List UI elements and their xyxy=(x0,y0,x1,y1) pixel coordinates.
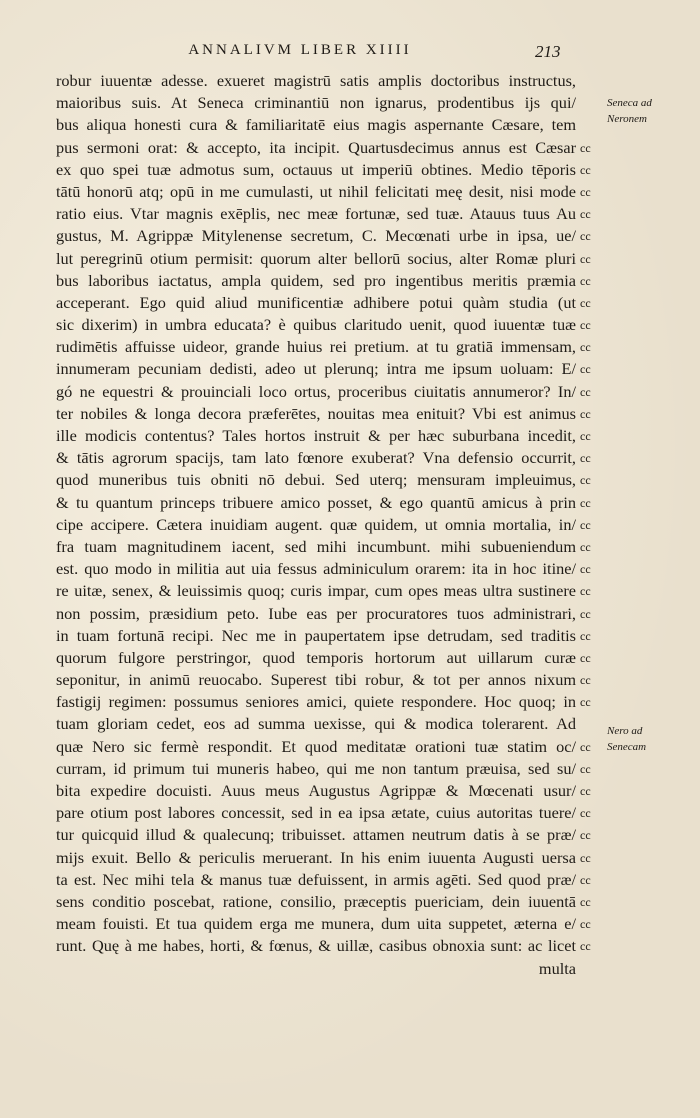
margin-note-line: Nero ad xyxy=(607,725,643,737)
text-line: innumeram pecuniam dedisti, adeo ut plerunq; intra me ipsum uoluam: E/ xyxy=(56,359,576,379)
body-text xyxy=(56,70,576,980)
text-line: multa xyxy=(538,958,576,978)
text-line: ter nobiles & longa decora præferētes, nouitas mea enituit? Vbi est animus xyxy=(56,403,576,423)
quote-mark xyxy=(580,70,604,92)
quote-mark: cc xyxy=(580,406,591,421)
text-line: ta est. Nec mihi tela & manus tuæ defuissent, in armis agēti. Sed quod præ/ xyxy=(56,869,576,889)
quote-mark: cc xyxy=(580,606,591,621)
text-line: acceperant. Ego quid aliud munificentiæ adhibere potui quàm studia (ut xyxy=(56,292,576,312)
quote-mark: cc xyxy=(580,584,591,599)
quote-mark: cc xyxy=(580,251,591,266)
quote-mark: cc xyxy=(580,628,591,643)
quote-mark: cc xyxy=(580,517,591,532)
quote-mark: cc xyxy=(580,673,591,688)
quote-mark: cc xyxy=(580,295,591,310)
quote-mark: cc xyxy=(580,184,591,199)
text-line: & tu quantum princeps tribuere amico posset, & ego quantū amicus à prin xyxy=(56,492,576,512)
quote-mark: cc xyxy=(580,939,591,954)
quote-mark: cc xyxy=(580,828,591,843)
quote-mark: cc xyxy=(580,140,591,155)
text-line: in tuam fortunā recipi. Nec me in paupertatem ipse detrudam, sed traditis xyxy=(56,625,576,645)
quote-mark xyxy=(580,92,604,114)
quote-mark: cc xyxy=(580,473,591,488)
text-line: ille modicis contentus? Tales hortos instruit & per hæc suburbana incedit, xyxy=(56,426,576,445)
quote-mark: cc xyxy=(580,451,591,466)
text-line: re uitæ, senex, & leuissimis quoq; curis impar, cum opes meas ultra sustinere xyxy=(56,581,576,601)
margin-note-seneca xyxy=(607,95,652,127)
text-line: robur iuuentæ adesse. exueret magistrū satis amplis doctoribus instructus, xyxy=(56,71,576,90)
quote-mark: cc xyxy=(580,806,591,821)
quote-mark xyxy=(580,114,604,136)
quotation-marks-column xyxy=(580,70,604,958)
text-line: gustus, M. Agrippæ Mitylenense secretum, C. Mecœnati urbe in ipsa, ue/ xyxy=(56,226,576,246)
text-line: curram, id primum tui muneris habeo, qui me non tantum præuisa, sed su/ xyxy=(56,758,576,778)
text-line: sens conditio poscebat, ratione, consilio, præceptis puericiam, dein iuuentā xyxy=(56,891,576,911)
quote-mark: cc xyxy=(580,162,591,177)
text-line: bita expedire docuisti. Auus meus Augustus Agrippæ & Mœcenati usur/ xyxy=(56,781,576,800)
quote-mark: cc xyxy=(580,562,591,577)
quote-mark: cc xyxy=(580,850,591,865)
quote-mark: cc xyxy=(580,340,591,355)
text-line: fastigij regimen: possumus seniores amici, quiete respondere. Hoc quoq; in xyxy=(56,692,576,712)
quote-mark: cc xyxy=(580,695,591,710)
margin-note-line: Neronem xyxy=(607,113,647,125)
text-line: seponitur, in animū reuocabo. Superest tibi robur, & tot per annos nixum xyxy=(56,670,576,690)
text-line: bus aliqua honesti cura & familiaritatē eius magis aspernante Cæsare, tem xyxy=(56,115,576,135)
text-line: ex quo spei tuæ admotus sum, octauus ut imperiū obtines. Medio tēporis xyxy=(56,159,576,179)
margin-note-line: Seneca ad xyxy=(607,97,652,109)
running-head: ANNALIVM LIBER XIIII xyxy=(188,42,412,58)
text-line: pus sermoni orat: & accepto, ita incipit. Quartusdecimus annus est Cæsar xyxy=(56,137,576,157)
text-line: mijs exuit. Bello & periculis meruerant. In his enim iuuenta Augusti uersa xyxy=(56,847,576,867)
quote-mark: cc xyxy=(580,362,591,377)
text-line: & tātis agrorum spacijs, tam lato fœnore exuberat? Vna defensio occurrit, xyxy=(56,448,576,468)
quote-mark: cc xyxy=(580,650,591,665)
text-line: tātū honorū atq; opū in me cumulasti, ut nihil felicitati meę desit, nisi mode xyxy=(56,181,576,201)
text-line: pare otium post labores concessit, sed in ea ipsa ætate, cuius autoritas tuere/ xyxy=(56,803,576,823)
text-line: ratio eius. Vtar magnis exēplis, nec meæ fortunæ, sed tuæ. Atauus tuus Au xyxy=(56,204,576,224)
text-line: sic dixerim) in umbra educata? è quibus claritudo uenit, quod iuuentæ tuæ xyxy=(56,315,576,335)
quote-mark xyxy=(580,713,604,735)
text-line: tuam gloriam cedet, eos ad summa uexisse, qui & modica tolerarent. Ad xyxy=(56,714,576,734)
text-line: tur quicquid illud & qualecunq; tribuisset. attamen neutrum datis à se præ/ xyxy=(56,825,576,845)
quote-mark: cc xyxy=(580,229,591,244)
quote-mark: cc xyxy=(580,318,591,333)
text-line: non possim, præsidium peto. Iube eas per procuratores tuos administrari, xyxy=(56,603,576,623)
quote-mark: cc xyxy=(580,872,591,887)
quote-mark: cc xyxy=(580,917,591,932)
margin-note-line: Senecam xyxy=(607,741,647,753)
text-line: gó ne equestri & prouinciali loco ortus, proceribus ciuitatis annumeror? In/ xyxy=(56,381,576,401)
text-line: runt. Quę à me habes, horti, & fœnus, & uillæ, casibus obnoxia sunt: ac licet xyxy=(56,936,576,956)
quote-mark: cc xyxy=(580,894,591,909)
text-line: lut peregrinū otium permisit: quorum alter bellorū socius, alter Romæ pluri xyxy=(56,248,576,268)
text-line: quæ Nero sic fermè respondit. Et quod meditatæ orationi tuæ statim oc/ xyxy=(56,736,576,756)
text-line: maioribus suis. At Seneca criminantiū non ignarus, prodentibus ijs qui/ xyxy=(56,93,576,113)
text-line: rudimētis affuisse uideor, grande huius rei pretium. at tu gratiā immensam, xyxy=(56,337,576,357)
margin-note-nero xyxy=(607,723,646,755)
text-line: bus laboribus iactatus, ampla quidem, sed pro ingentibus meritis præmia xyxy=(56,270,576,290)
quote-mark: cc xyxy=(580,429,591,443)
page-number: 213 xyxy=(535,42,561,61)
quote-mark: cc xyxy=(580,784,591,798)
quote-mark: cc xyxy=(580,273,591,288)
quote-mark: cc xyxy=(580,495,591,510)
quote-mark: cc xyxy=(580,539,591,554)
text-line: quod muneribus tuis obniti nō debui. Sed uterq; mensuram impleuimus, xyxy=(56,470,576,490)
text-line: cipe accipere. Cætera inuidiam augent. quæ quidem, ut omnia mortalia, in/ xyxy=(56,514,576,534)
text-line: fra tuam magnitudinem iacent, sed mihi incumbunt. mihi subueniendum xyxy=(56,536,576,556)
text-line: quorum fulgore perstringor, quod temporis hortorum aut uillarum curæ xyxy=(56,647,576,667)
quote-mark: cc xyxy=(580,761,591,776)
quote-mark: cc xyxy=(580,207,591,222)
text-line: meam fouisti. Et tua quidem erga me munera, dum uita suppetet, æterna e/ xyxy=(56,914,576,934)
text-line: est. quo modo in militia aut uia fessus adminiculum orarem: ita in hoc itine/ xyxy=(56,559,576,579)
quote-mark: cc xyxy=(580,739,591,754)
quote-mark: cc xyxy=(580,384,591,399)
